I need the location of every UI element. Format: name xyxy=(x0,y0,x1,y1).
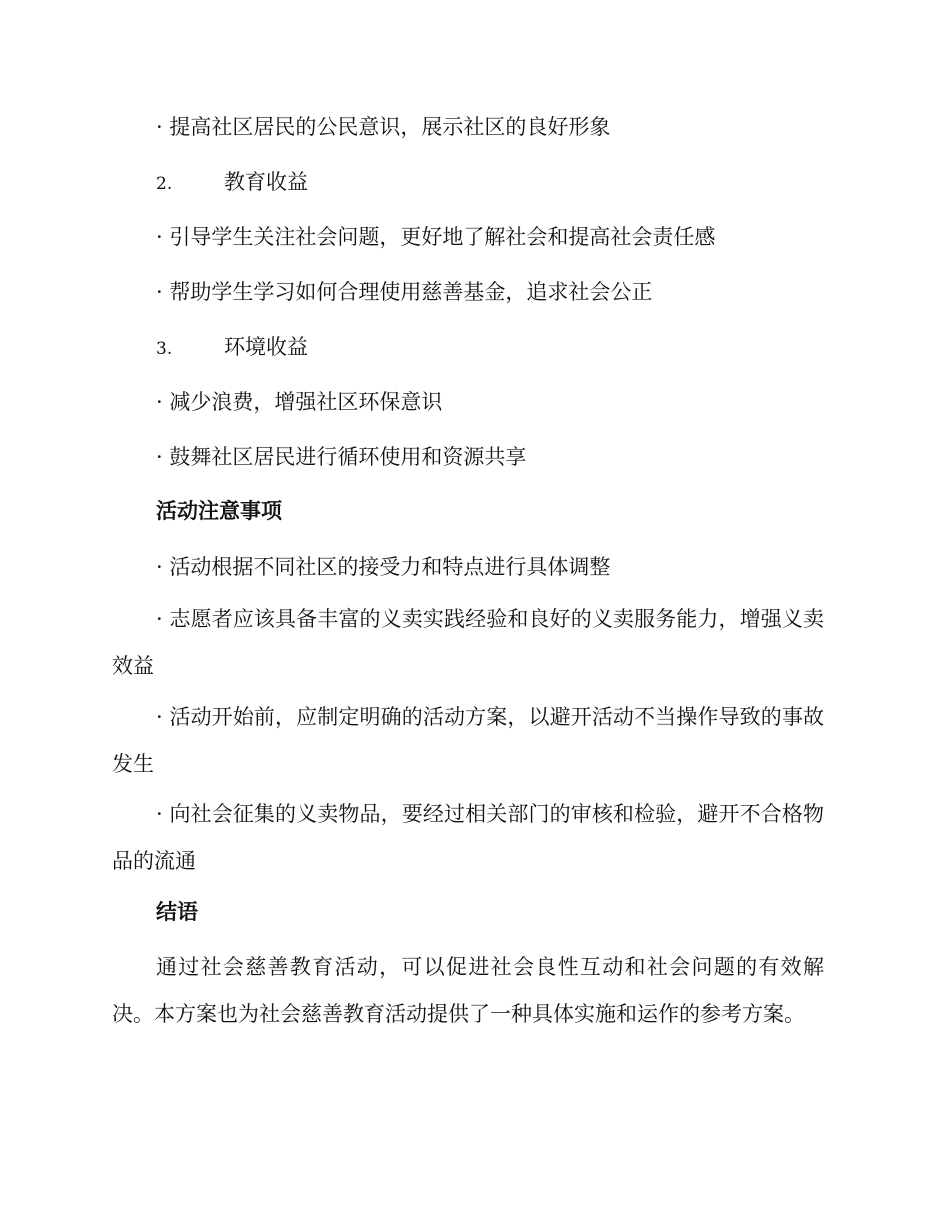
env-bullet-2: · 鼓舞社区居民进行循环使用和资源共享 xyxy=(156,445,527,469)
conclusion-paragraph: 通过社会慈善教育活动，可以促进社会良性互动和社会问题的有效解决。本方案也为社会慈善教育活动提供了一种具体实施和运作的参考方案。 xyxy=(112,955,824,1026)
item-label: 教育收益 xyxy=(224,170,308,194)
note-item-2: · 志愿者应该具备丰富的义卖实践经验和良好的义卖服务能力，增强义卖效益 xyxy=(112,607,824,678)
note-item-1: · 活动根据不同社区的接受力和特点进行具体调整 xyxy=(156,555,611,579)
section-item-3 xyxy=(156,335,308,361)
conclusion-heading: 结语 xyxy=(156,900,198,924)
item-label: 环境收益 xyxy=(224,335,308,359)
env-bullet-1: · 减少浪费，增强社区环保意识 xyxy=(156,390,443,414)
notes-heading: 活动注意事项 xyxy=(156,499,282,523)
item-number: 3. xyxy=(156,339,173,359)
note-item-4: · 向社会征集的义卖物品，要经过相关部门的审核和检验，避开不合格物品的流通 xyxy=(112,802,824,873)
edu-bullet-1: · 引导学生关注社会问题，更好地了解社会和提高社会责任感 xyxy=(156,225,716,249)
benefit-bullet: · 提高社区居民的公民意识，展示社区的良好形象 xyxy=(156,115,611,139)
item-number: 2. xyxy=(156,174,173,194)
section-item-2 xyxy=(156,170,308,196)
note-item-3: · 活动开始前，应制定明确的活动方案，以避开活动不当操作导致的事故发生 xyxy=(112,705,824,776)
edu-bullet-2: · 帮助学生学习如何合理使用慈善基金，追求社会公正 xyxy=(156,280,653,304)
